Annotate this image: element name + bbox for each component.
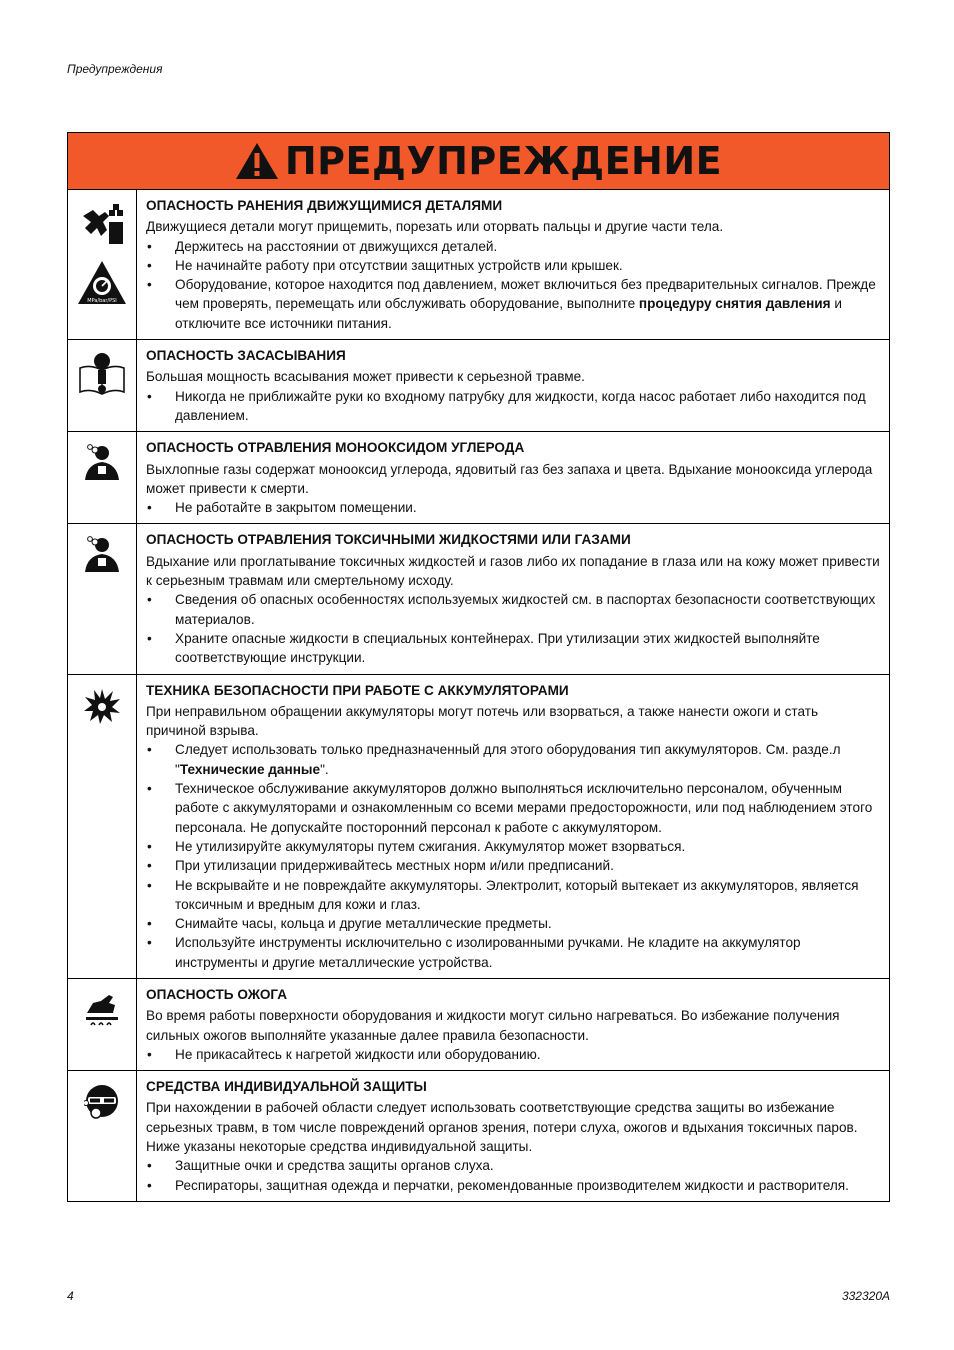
warning-triangle-icon bbox=[235, 142, 279, 180]
hazard-title: ОПАСНОСТЬ ЗАСАСЫВАНИЯ bbox=[146, 348, 346, 364]
hazard-bullets bbox=[146, 498, 881, 517]
gauge-label: MPa/bar/PSI bbox=[87, 298, 117, 304]
bullet-item: • Оборудование, которое находится под давлением, может включиться без предварительных сигналов. Прежде чем проверять, перемещать или обслуживать оборудование, выполните процедуру снятия давления и отключите все источники питания. bbox=[146, 275, 881, 333]
bullet-item: • Защитные очки и средства защиты органов слуха. bbox=[146, 1156, 881, 1175]
protective-equipment-head-icon bbox=[84, 1083, 120, 1123]
hazard-text bbox=[137, 979, 889, 1070]
hazard-row-toxic-fluids bbox=[68, 524, 889, 674]
bullet-item: • Снимайте часы, кольца и другие металлические предметы. bbox=[146, 914, 881, 933]
hazard-icon-cell bbox=[68, 524, 137, 673]
hazard-icon-cell bbox=[68, 1071, 137, 1201]
document-number: 332320A bbox=[841, 1289, 890, 1303]
hazard-text bbox=[137, 1071, 889, 1201]
toxic-gas-person-icon bbox=[81, 444, 123, 482]
hazard-intro: Выхлопные газы содержат монооксид углерода, ядовитый газ без запаха и цвета. Вдыхание монооксида углерода может привести к смерти. bbox=[146, 461, 873, 496]
bullet-item: • Не прикасайтесь к нагретой жидкости или оборудованию. bbox=[146, 1045, 881, 1064]
bullet-item: • Следует использовать только предназначенный для этого оборудования тип аккумуляторов. См. разде.л "Технические данные". bbox=[146, 740, 881, 779]
hazard-title: ОПАСНОСТЬ ОЖОГА bbox=[146, 986, 288, 1002]
hazard-icon-cell bbox=[68, 190, 137, 339]
hazard-icon-cell bbox=[68, 432, 137, 523]
hazard-bullets bbox=[146, 590, 881, 667]
moving-parts-hand-icon bbox=[79, 202, 125, 248]
bullet-item: • Не работайте в закрытом помещении. bbox=[146, 498, 881, 517]
bullet-item: • Храните опасные жидкости в специальных контейнерах. При утилизации этих жидкостей выполняйте соответствующие инструкции. bbox=[146, 629, 881, 668]
read-manual-icon bbox=[78, 352, 126, 396]
hazard-title: ТЕХНИКА БЕЗОПАСНОСТИ ПРИ РАБОТЕ С АККУМУЛЯТОРАМИ bbox=[146, 682, 569, 698]
page-number: 4 bbox=[67, 1289, 74, 1303]
toxic-fluid-person-icon bbox=[81, 536, 123, 574]
hazard-title: СРЕДСТВА ИНДИВИДУАЛЬНОЙ ЗАЩИТЫ bbox=[146, 1079, 427, 1095]
section-header: Предупреждения bbox=[67, 62, 163, 76]
hazard-icon-cell bbox=[68, 675, 137, 978]
bullet-item: • Респираторы, защитная одежда и перчатки, рекомендованные производителем жидкости и растворителя. bbox=[146, 1176, 881, 1195]
hazard-title: ОПАСНОСТЬ РАНЕНИЯ ДВИЖУЩИМИСЯ ДЕТАЛЯМИ bbox=[146, 198, 503, 213]
bullet-item: • Никогда не приближайте руки ко входному патрубку для жидкости, когда насос работает либо находится под давлением. bbox=[146, 387, 881, 426]
hot-surface-hand-icon bbox=[83, 991, 121, 1027]
bold-phrase: Технические данные bbox=[179, 761, 321, 777]
hazard-title: ОПАСНОСТЬ ОТРАВЛЕНИЯ ТОКСИЧНЫМИ ЖИДКОСТЯМИ ИЛИ ГАЗАМИ bbox=[146, 532, 631, 548]
pressure-gauge-icon bbox=[77, 260, 127, 306]
bullet-item: • При утилизации придерживайтесь местных норм и/или предписаний. bbox=[146, 856, 881, 875]
hazard-intro: Большая мощность всасывания может привести к серьезной травме. bbox=[146, 369, 585, 385]
hazard-intro: Движущиеся детали могут прищемить, порезать или оторвать пальцы и другие части тела. bbox=[146, 219, 724, 235]
bullet-item: • Техническое обслуживание аккумуляторов должно выполняться исключительно персоналом, обученным работе с аккумуляторами и ознакомленным со всеми мерами предосторожности, или под наблюдением этого персонала. Не допускайте посторонний персонал к работе с аккумулятором. bbox=[146, 779, 881, 837]
bullet-item: • Сведения об опасных особенностях используемых жидкостей см. в паспортах безопасности соответствующих материалов. bbox=[146, 590, 881, 629]
hazard-title: ОПАСНОСТЬ ОТРАВЛЕНИЯ МОНООКСИДОМ УГЛЕРОДА bbox=[146, 440, 525, 456]
hazard-text bbox=[137, 524, 889, 673]
hazard-row-suction bbox=[68, 340, 889, 432]
bullet-item: • Держитесь на расстоянии от движущихся деталей. bbox=[146, 237, 881, 256]
hazard-bullets bbox=[146, 740, 881, 972]
hazard-bullets bbox=[146, 1156, 881, 1195]
explosion-icon bbox=[82, 687, 122, 725]
hazard-row-ppe bbox=[68, 1071, 889, 1201]
hazard-intro: Во время работы поверхности оборудования и жидкости могут сильно нагреваться. Во избежание получения сильных ожогов выполняйте указанные далее правила безопасности. bbox=[146, 1008, 840, 1043]
bullet-item: • Используйте инструменты исключительно с изолированными ручками. Не кладите на аккумулятор инструменты и другие металлические устройства. bbox=[146, 933, 881, 972]
bullet-item: • Не утилизируйте аккумуляторы путем сжигания. Аккумулятор может взорваться. bbox=[146, 837, 881, 856]
bullet-item: • Не начинайте работу при отсутствии защитных устройств или крышек. bbox=[146, 256, 881, 275]
hazard-text bbox=[137, 675, 889, 978]
hazard-intro: При неправильном обращении аккумуляторы могут потечь или взорваться, а также нанести ожоги и стать причиной взрыва. bbox=[146, 703, 819, 739]
bold-phrase: процедуру снятия давления bbox=[638, 296, 831, 312]
hazard-text bbox=[137, 432, 889, 523]
hazard-row-batteries bbox=[68, 675, 889, 979]
bullet-item: • Не вскрывайте и не повреждайте аккумуляторы. Электролит, который вытекает из аккумуляторов, является токсичным и вредным для кожи и глаз. bbox=[146, 876, 881, 915]
hazard-row-burn bbox=[68, 979, 889, 1071]
hazard-bullets bbox=[146, 237, 881, 333]
hazard-icon-cell bbox=[68, 979, 137, 1070]
warning-banner bbox=[68, 133, 889, 190]
hazard-text bbox=[137, 340, 889, 431]
banner-title: ПРЕДУПРЕЖДЕНИЕ bbox=[284, 139, 723, 183]
hazard-bullets bbox=[146, 1045, 881, 1064]
warning-table bbox=[67, 132, 890, 1202]
hazard-row-carbon-monoxide bbox=[68, 432, 889, 524]
hazard-row-moving-parts bbox=[68, 190, 889, 340]
hazard-intro: При нахождении в рабочей области следует использовать соответствующие средства защиты во избежание серьезных травм, в том числе повреждений органов зрения, потери слуха, ожогов и вдыхания токсичных паров. Ниже указаны некоторые средства индивидуальной защиты. bbox=[146, 1100, 858, 1155]
hazard-text bbox=[137, 190, 889, 339]
hazard-intro: Вдыхание или проглатывание токсичных жидкостей и газов либо их попадание в глаза или на кожу может привести к серьезным травмам или смертельному исходу. bbox=[146, 553, 880, 589]
hazard-bullets bbox=[146, 387, 881, 426]
hazard-icon-cell bbox=[68, 340, 137, 431]
